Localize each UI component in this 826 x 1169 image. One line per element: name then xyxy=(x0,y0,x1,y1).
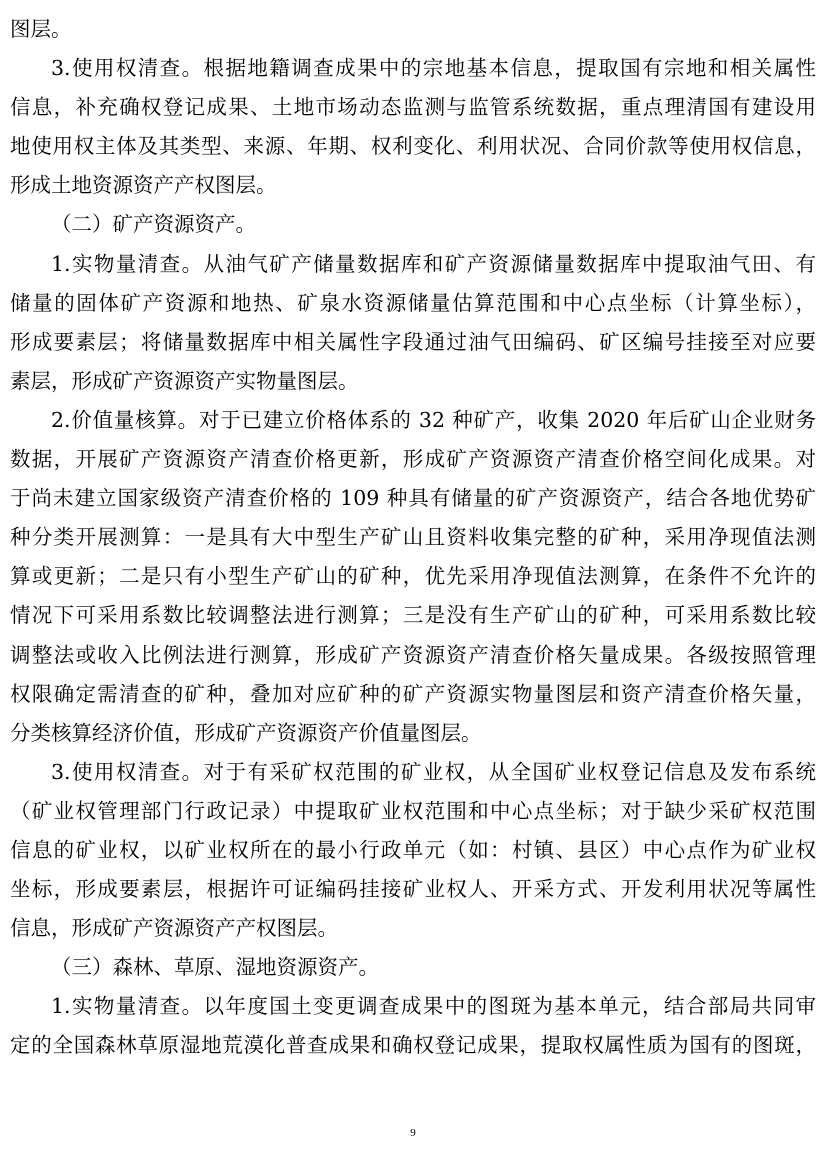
text-line: 3.使用权清查。根据地籍调查成果中的宗地基本信息，提取国有宗地和相关属性 xyxy=(51,56,816,81)
text-line: 1.实物量清查。从油气矿产储量数据库和矿产资源储量数据库中提取油气田、有 xyxy=(51,251,816,276)
text-line: 情况下可采用系数比较调整法进行测算；三是没有生产矿山的矿种，可采用系数比较 xyxy=(10,603,816,628)
text-line: 地使用权主体及其类型、来源、年期、权利变化、利用状况、合同价款等使用权信息， xyxy=(10,134,816,159)
text-line: 3.使用权清查。对于有采矿权范围的矿业权，从全国矿业权登记信息及发布系统 xyxy=(51,759,816,784)
text-line: 坐标，形成要素层，根据许可证编码挂接矿业权人、开采方式、开发利用状况等属性 xyxy=(10,877,816,902)
text-line: 分类核算经济价值，形成矿产资源资产价值量图层。 xyxy=(10,720,482,745)
text-line: 信息，补充确权登记成果、土地市场动态监测与监管系统数据，重点理清国有建设用 xyxy=(10,95,816,120)
text-line: 储量的固体矿产资源和地热、矿泉水资源储量估算范围和中心点坐标（计算坐标）， xyxy=(10,290,816,315)
text-line: 调整法或收入比例法进行测算，形成矿产资源资产清查价格矢量成果。各级按照管理 xyxy=(10,642,816,667)
text-line: 数据，开展矿产资源资产清查价格更新，形成矿产资源资产清查价格空间化成果。对 xyxy=(10,447,816,472)
text-line: 算或更新；二是只有小型生产矿山的矿种，优先采用净现值法测算，在条件不允许的 xyxy=(10,564,816,589)
text-line: 信息的矿业权，以矿业权所在的最小行政单元（如：村镇、县区）中心点作为矿业权 xyxy=(10,837,816,862)
text-line: 1.实物量清查。以年度国土变更调查成果中的图斑为基本单元，结合部局共同审 xyxy=(51,994,816,1019)
text-line: 形成土地资源资产产权图层。 xyxy=(10,173,277,198)
text-line: 于尚未建立国家级资产清查价格的 109 种具有储量的矿产资源资产，结合各地优势矿 xyxy=(10,486,816,511)
body-text xyxy=(10,10,816,1066)
text-line: 素层，形成矿产资源资产实物量图层。 xyxy=(10,368,359,393)
text-line: 权限确定需清查的矿种，叠加对应矿种的矿产资源实物量图层和资产清查价格矢量， xyxy=(10,681,816,706)
text-line: 2.价值量核算。对于已建立价格体系的 32 种矿产，收集 2020 年后矿山企业财务 xyxy=(51,407,816,432)
text-line: 形成要素层；将储量数据库中相关属性字段通过油气田编码、矿区编号挂接至对应要 xyxy=(10,329,816,354)
text-line: 种分类开展测算：一是具有大中型生产矿山且资料收集完整的矿种，采用净现值法测 xyxy=(10,525,816,550)
text-line: 定的全国森林草原湿地荒漠化普查成果和确权登记成果，提取权属性质为国有的图斑， xyxy=(10,1033,816,1058)
text-line: （二）矿产资源资产。 xyxy=(51,212,256,237)
text-line: （三）森林、草原、湿地资源资产。 xyxy=(51,955,379,980)
page-number: 9 xyxy=(410,1127,416,1139)
text-line: 信息，形成矿产资源资产产权图层。 xyxy=(10,916,338,941)
text-line: 图层。 xyxy=(10,17,72,41)
text-line: （矿业权管理部门行政记录）中提取矿业权范围和中心点坐标；对于缺少采矿权范围 xyxy=(10,798,816,823)
